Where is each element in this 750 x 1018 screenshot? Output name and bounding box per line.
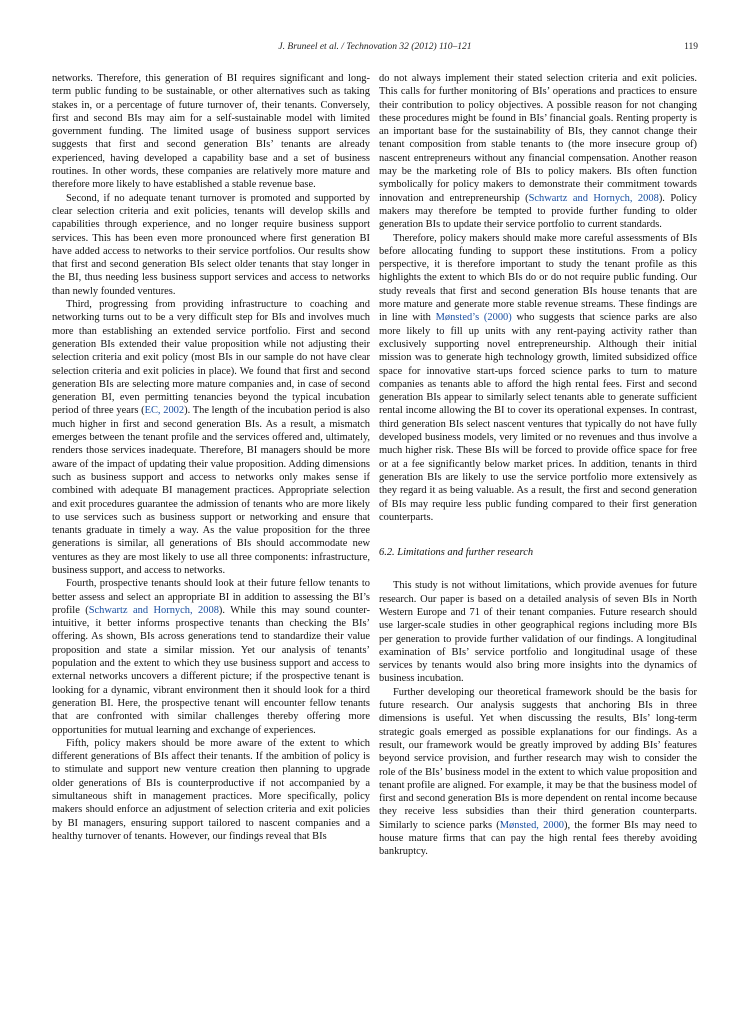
section-heading: 6.2. Limitations and further research	[379, 547, 534, 559]
paragraph-text: ). The length of the incubation period is also much higher in first and second generation BIs. As a result, a mismatch emerges between the tenant profile and the services offered and, ultimately, renders those services inadequate. Therefore, BI managers should be more aware of the impact of updating their value proposition. Adding dimensions such as business support and access to networks only makes sense if combined with adequate BI management practices. Appropriate selection and exit procedures guarantee the admission of tenants who are more likely to use services such as business support or networking and ensure that tenants graduate in timely a way. As the value proposition for the three generations is similar, all generations of BIs should accommodate new ventures as they are most likely to use all three components: infrastructure, business support, and access to networks.	[52, 405, 371, 576]
left-column	[52, 72, 370, 843]
paragraph	[379, 232, 697, 525]
paragraph-text: who suggests that science parks are also more likely to fill up units with any rent-paying activity rather than exclusively supporting novel entrepreneurship. Although their initial mission was to generate high technology growth, limited subsidized office space for innovative start-ups forced science parks to turn to mature companies as tenants able to afford the high rental fees. First and second generation BIs appear to similarly select tenants able to generate sufficient rental income allowing the BI to cover its operational expenses. In contrast, third generation BIs select nascent ventures that typically do not have fully developed business models, very limited or no revenues and thus involve a much higher risk. These BIs will be forced to provide office space for free or at a fee significantly below market prices. In addition, tenants in third generation BIs are likely to use the service portfolio more extensively as they regard it as being valuable. As a result, the first and second generation of BIs may require less public funding compared to their first generation counterparts.	[379, 312, 697, 523]
paragraph: networks. Therefore, this generation of BI requires significant and long-term public funding to be sustainable, or other alternatives such as taking stakes in, or a percentage of future turnover of, their tenants. Conversely, first and second BIs may aim for a self-sustainable model with limited government funding. The limited usage of business support services suggests that first and second generation BIs’ tenants are already experienced, having developed a capability base and a set of business routines. In other words, these companies are relatively more mature and therefore more likely to have established a stable revenue base.	[52, 73, 370, 191]
citation-link[interactable]: Mønsted’s (2000)	[435, 312, 512, 324]
paragraph: Fifth, policy makers should be more aware of the extent to which different generations of BIs affect their tenants. If the ambition of policy is to stimulate and support new venture creation then planning to upgrade older generations of BIs is counterproductive if not accompanied by a simultaneous shift in management practices. More specifically, policy makers should enforce an adjustment of selection criteria and exit policies by BI managers, ensuring support tailored to nascent companies and a healthy turnover of tenants. However, our findings reveal that BIs	[52, 737, 370, 842]
paragraph	[52, 298, 370, 577]
citation-link[interactable]: Schwartz and Hornych, 2008	[88, 604, 219, 616]
paragraph-text: Therefore, policy makers should make more careful assessments of BIs before allocating funding to support these institutions. From a policy perspective, it is therefore important to study the tenant profile as this highlights the extent to which BIs do or do not require public funding. Our study reveals that first and second generation BIs house tenants that are more mature and generate more stable revenue streams. These findings are in line with	[379, 232, 697, 324]
paragraph-text: ), the former BIs may need to house mature firms that can pay the high rental fees thereby avoiding bankruptcy.	[379, 819, 698, 858]
paragraph	[52, 577, 370, 737]
page-number: 119	[684, 42, 698, 52]
paragraph-text: ). While this may sound counter-intuitive, it better informs prospective tenants than checking the BIs’ offering. As shown, BIs across generations tend to standardize their value proposition and state a similar mission. Yet our analysis of tenants’ population and the extent to which they use business support and access to external networks uncovers a different picture; if the prospective tenant is looking for a dynamic, vibrant environment then it should look for a third generation BI. Here, the prospective tenant will encounter fellow tenants that are confronted with similar challenges thereby offering more opportunities for mutual learning and exchange of experiences.	[52, 604, 370, 736]
running-header	[0, 42, 750, 58]
citation-link[interactable]: EC, 2002	[144, 405, 185, 417]
paragraph-text: Fourth, prospective tenants should look at their future fellow tenants to better assess and select an appropriate BI in addition to assessing the BI’s profile (	[52, 578, 370, 616]
paragraph-text: do not always implement their stated selection criteria and exit policies. This calls for further monitoring of BIs’ operations and practices to ensure their contribution to policy objectives. A possible reason for not changing these procedures might be found in BIs’ financial goals. Renting property is an important base for the sustainability of BIs, they cannot change their tenant composition from stable tenants to (the more insecure group of) nascent entrepreneurs without any financial compensation. Another reason may be the marketing role of BIs to policy makers. BIs often function symbolically for policy makers to demonstrate their commitment towards innovation and entrepreneurship (	[379, 73, 697, 204]
citation-link[interactable]: Mønsted, 2000	[499, 819, 565, 831]
journal-citation: J. Bruneel et al. / Technovation 32 (2012) 110–121	[278, 42, 472, 52]
paragraph-text: Further developing our theoretical framework should be the basis for future research. Our analysis suggests that anchoring BIs in three dimensions is useful. Yet when discussing the results, BIs’ long-term strategic goals emerged as possible explanations for our findings. As a result, our framework would be greatly improved by adding BIs’ features beyond service provision, and further research may wish to consider the role of the BIs’ business model in the extent to which value proposition and tenant profile are aligned. For example, it may be that the business model of first and second generation BIs is more dependent on rental income because they receive less subsidies than their third generation counterparts. Similarly to science parks (	[379, 686, 697, 831]
paragraph: Second, if no adequate tenant turnover is promoted and supported by clear selection criteria and exit policies, tenants will develop skills and capabilities through experience, and no longer require business support services. This has been even more pronounced where first generation BI have added access to networks to their service portfolios. Our results show that first and second generation BIs select older tenants that stay longer in the BI, thus needing less business support services and access to networks than newly founded ventures.	[52, 192, 370, 297]
right-column	[379, 72, 697, 859]
paragraph	[379, 72, 697, 232]
paragraph-text: ). Policy makers may therefore be tempted to provide further funding to older generation BIs to update their service portfolio to current standards.	[379, 192, 697, 231]
citation-link[interactable]: Schwartz and Hornych, 2008	[528, 192, 659, 204]
paragraph: This study is not without limitations, which provide avenues for future research. Our paper is based on a detailed analysis of seven BIs in North Western Europe and 71 of their tenant companies. Future research should use larger-scale studies in other geographical regions including more BIs per generation to provide further validation of our findings. A longitudinal examination of BIs’ service portfolio and longitudinal usage of these services by tenants would also bring more insights into the dynamics of business incubation.	[379, 580, 697, 685]
paragraph-text: Third, progressing from providing infrastructure to coaching and networking turns out to be a very difficult step for BIs and involves much more than establishing an extended service portfolio. First and second generation BIs extended their value proposition while not adjusting their selection criteria and exit policy (most BIs in our sample do not have clear selection criteria and exit policies in place). We found that first and second generation BIs are selecting more mature companies and, in case of second generation BI, even permitting tenancies beyond the typical incubation period of three years (	[52, 299, 370, 417]
paragraph	[379, 686, 697, 859]
